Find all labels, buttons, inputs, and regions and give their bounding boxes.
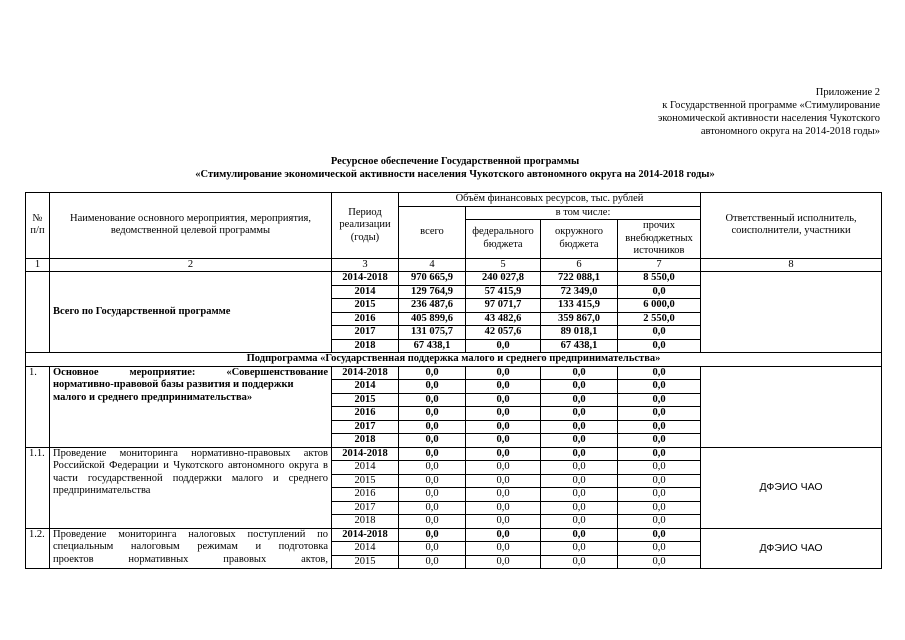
cell-total: 0,0 [399, 501, 466, 515]
document-title [25, 155, 885, 181]
header-including: в том числе: [466, 206, 701, 220]
row-label [50, 366, 332, 447]
cell-district: 72 349,0 [541, 285, 618, 299]
cell-period: 2014 [332, 461, 399, 475]
table-row [26, 366, 882, 380]
table-row [26, 272, 882, 286]
row-num: 1.2. [26, 528, 50, 569]
header-other: прочих внебюджетных источников [618, 220, 701, 259]
cell-district: 0,0 [541, 366, 618, 380]
cell-period: 2015 [332, 299, 399, 313]
cell-other: 0,0 [618, 515, 701, 529]
cell-district: 0,0 [541, 447, 618, 461]
cell-other: 0,0 [618, 528, 701, 542]
header-total: всего [399, 206, 466, 258]
title-line: «Стимулирование экономической активности населения Чукотского автономного округа на 2014-2018 годы» [195, 169, 715, 180]
cell-district: 0,0 [541, 488, 618, 502]
cell-responsible: ДФЭИО ЧАО [701, 447, 882, 528]
appendix-note [560, 86, 880, 138]
header-name: Наименование основного мероприятия, мероприятия, ведомственной целевой программы [50, 193, 332, 259]
row-num: 1.1. [26, 447, 50, 528]
cell-federal: 43 482,6 [466, 312, 541, 326]
cell-district: 133 415,9 [541, 299, 618, 313]
cell-period: 2015 [332, 474, 399, 488]
cell-total: 0,0 [399, 407, 466, 421]
cell-period: 2015 [332, 555, 399, 569]
cell-period: 2018 [332, 434, 399, 448]
cell-district: 722 088,1 [541, 272, 618, 286]
cell-total: 0,0 [399, 447, 466, 461]
cell-federal: 0,0 [466, 366, 541, 380]
cell-other: 0,0 [618, 326, 701, 340]
cell-other: 0,0 [618, 420, 701, 434]
cell-period: 2016 [332, 312, 399, 326]
cell-federal: 0,0 [466, 393, 541, 407]
cell-district: 67 438,1 [541, 339, 618, 353]
appendix-line: экономической активности населения Чукотского [657, 113, 880, 124]
cell-district: 0,0 [541, 542, 618, 556]
cell-district: 0,0 [541, 393, 618, 407]
col-number: 8 [701, 258, 882, 272]
cell-district: 0,0 [541, 420, 618, 434]
cell-total: 970 665,9 [399, 272, 466, 286]
cell-period: 2014-2018 [332, 366, 399, 380]
cell-federal: 0,0 [466, 488, 541, 502]
cell-federal: 0,0 [466, 501, 541, 515]
cell-other: 0,0 [618, 501, 701, 515]
cell-total: 236 487,6 [399, 299, 466, 313]
row-num [26, 272, 50, 353]
cell-period: 2018 [332, 515, 399, 529]
cell-period: 2014-2018 [332, 272, 399, 286]
cell-federal: 97 071,7 [466, 299, 541, 313]
cell-responsible [701, 366, 882, 447]
cell-other: 0,0 [618, 339, 701, 353]
cell-other: 0,0 [618, 461, 701, 475]
cell-district: 0,0 [541, 461, 618, 475]
cell-district: 0,0 [541, 407, 618, 421]
cell-federal: 0,0 [466, 447, 541, 461]
cell-federal: 0,0 [466, 528, 541, 542]
cell-other: 0,0 [618, 474, 701, 488]
cell-other: 0,0 [618, 380, 701, 394]
label-line: нормативно-правовой базы развития и поддержки малого и среднего предпринимательства» [53, 379, 294, 403]
header-num: № п/п [26, 193, 50, 259]
cell-total: 0,0 [399, 474, 466, 488]
cell-federal: 240 027,8 [466, 272, 541, 286]
cell-federal: 0,0 [466, 542, 541, 556]
cell-period: 2014-2018 [332, 528, 399, 542]
label-line: проектов нормативных правовых актов, [53, 553, 328, 565]
cell-other: 8 550,0 [618, 272, 701, 286]
row-label [50, 528, 332, 569]
cell-period: 2017 [332, 501, 399, 515]
cell-district: 0,0 [541, 474, 618, 488]
cell-federal: 0,0 [466, 461, 541, 475]
cell-district: 359 867,0 [541, 312, 618, 326]
subprogram-title: Подпрограмма «Государственная поддержка малого и среднего предпринимательства» [26, 353, 882, 367]
cell-other: 0,0 [618, 447, 701, 461]
cell-period: 2016 [332, 407, 399, 421]
cell-total: 129 764,9 [399, 285, 466, 299]
column-number-row [26, 258, 882, 272]
cell-federal: 0,0 [466, 407, 541, 421]
cell-federal: 0,0 [466, 474, 541, 488]
cell-district: 0,0 [541, 528, 618, 542]
title-line: Ресурсное обеспечение Государственной программы [330, 156, 580, 167]
cell-district: 0,0 [541, 380, 618, 394]
cell-period: 2018 [332, 339, 399, 353]
label-text: Проведение мониторинга нормативно-правовых актов Российской Федерации и Чукотского автономного округа в части государственной поддержки малого и среднего предпринимательства [53, 447, 328, 496]
cell-other: 0,0 [618, 407, 701, 421]
cell-other: 0,0 [618, 285, 701, 299]
cell-period: 2017 [332, 420, 399, 434]
col-number: 3 [332, 258, 399, 272]
row-label [50, 447, 332, 528]
cell-other: 2 550,0 [618, 312, 701, 326]
header-federal: федерального бюджета [466, 220, 541, 259]
cell-total: 0,0 [399, 555, 466, 569]
table-row [26, 528, 882, 542]
col-number: 4 [399, 258, 466, 272]
cell-total: 0,0 [399, 488, 466, 502]
row-label: Всего по Государственной программе [50, 272, 332, 353]
resource-table [25, 192, 882, 569]
cell-district: 89 018,1 [541, 326, 618, 340]
cell-period: 2014 [332, 542, 399, 556]
cell-total: 67 438,1 [399, 339, 466, 353]
cell-federal: 42 057,6 [466, 326, 541, 340]
cell-other: 0,0 [618, 488, 701, 502]
cell-federal: 57 415,9 [466, 285, 541, 299]
appendix-line: автономного округа на 2014-2018 годы» [700, 126, 880, 137]
cell-other: 0,0 [618, 393, 701, 407]
cell-other: 0,0 [618, 542, 701, 556]
cell-responsible: ДФЭИО ЧАО [701, 528, 882, 569]
col-number: 5 [466, 258, 541, 272]
cell-period: 2015 [332, 393, 399, 407]
cell-total: 0,0 [399, 461, 466, 475]
cell-total: 405 899,6 [399, 312, 466, 326]
cell-district: 0,0 [541, 515, 618, 529]
cell-federal: 0,0 [466, 380, 541, 394]
cell-federal: 0,0 [466, 339, 541, 353]
appendix-line: к Государственной программе «Стимулирование [662, 100, 880, 111]
cell-responsible [701, 272, 882, 353]
cell-total: 0,0 [399, 380, 466, 394]
appendix-line: Приложение 2 [815, 87, 880, 98]
cell-total: 0,0 [399, 542, 466, 556]
header-district: окружного бюджета [541, 220, 618, 259]
header-volume: Объём финансовых ресурсов, тыс. рублей [399, 193, 701, 207]
header-period: Период реализации (годы) [332, 193, 399, 259]
cell-other: 0,0 [618, 366, 701, 380]
cell-federal: 0,0 [466, 555, 541, 569]
subprogram-row [26, 353, 882, 367]
cell-total: 0,0 [399, 366, 466, 380]
cell-federal: 0,0 [466, 515, 541, 529]
col-number: 1 [26, 258, 50, 272]
cell-district: 0,0 [541, 434, 618, 448]
cell-other: 6 000,0 [618, 299, 701, 313]
row-num: 1. [26, 366, 50, 447]
col-number: 7 [618, 258, 701, 272]
cell-total: 131 075,7 [399, 326, 466, 340]
label-line: специальным налоговым режимам и подготовка [53, 541, 328, 552]
cell-total: 0,0 [399, 515, 466, 529]
cell-period: 2017 [332, 326, 399, 340]
cell-period: 2016 [332, 488, 399, 502]
cell-district: 0,0 [541, 501, 618, 515]
col-number: 2 [50, 258, 332, 272]
cell-period: 2014 [332, 285, 399, 299]
cell-other: 0,0 [618, 555, 701, 569]
cell-other: 0,0 [618, 434, 701, 448]
cell-federal: 0,0 [466, 434, 541, 448]
cell-total: 0,0 [399, 434, 466, 448]
table-row [26, 447, 882, 461]
cell-total: 0,0 [399, 393, 466, 407]
header-responsible: Ответственный исполнитель, соисполнители, участники [701, 193, 882, 259]
cell-total: 0,0 [399, 420, 466, 434]
cell-district: 0,0 [541, 555, 618, 569]
col-number: 6 [541, 258, 618, 272]
cell-period: 2014 [332, 380, 399, 394]
label-line: Основное мероприятие: «Совершенствование [53, 366, 328, 378]
label-line: Проведение мониторинга налоговых поступлений по [53, 528, 328, 540]
cell-total: 0,0 [399, 528, 466, 542]
cell-period: 2014-2018 [332, 447, 399, 461]
cell-federal: 0,0 [466, 420, 541, 434]
